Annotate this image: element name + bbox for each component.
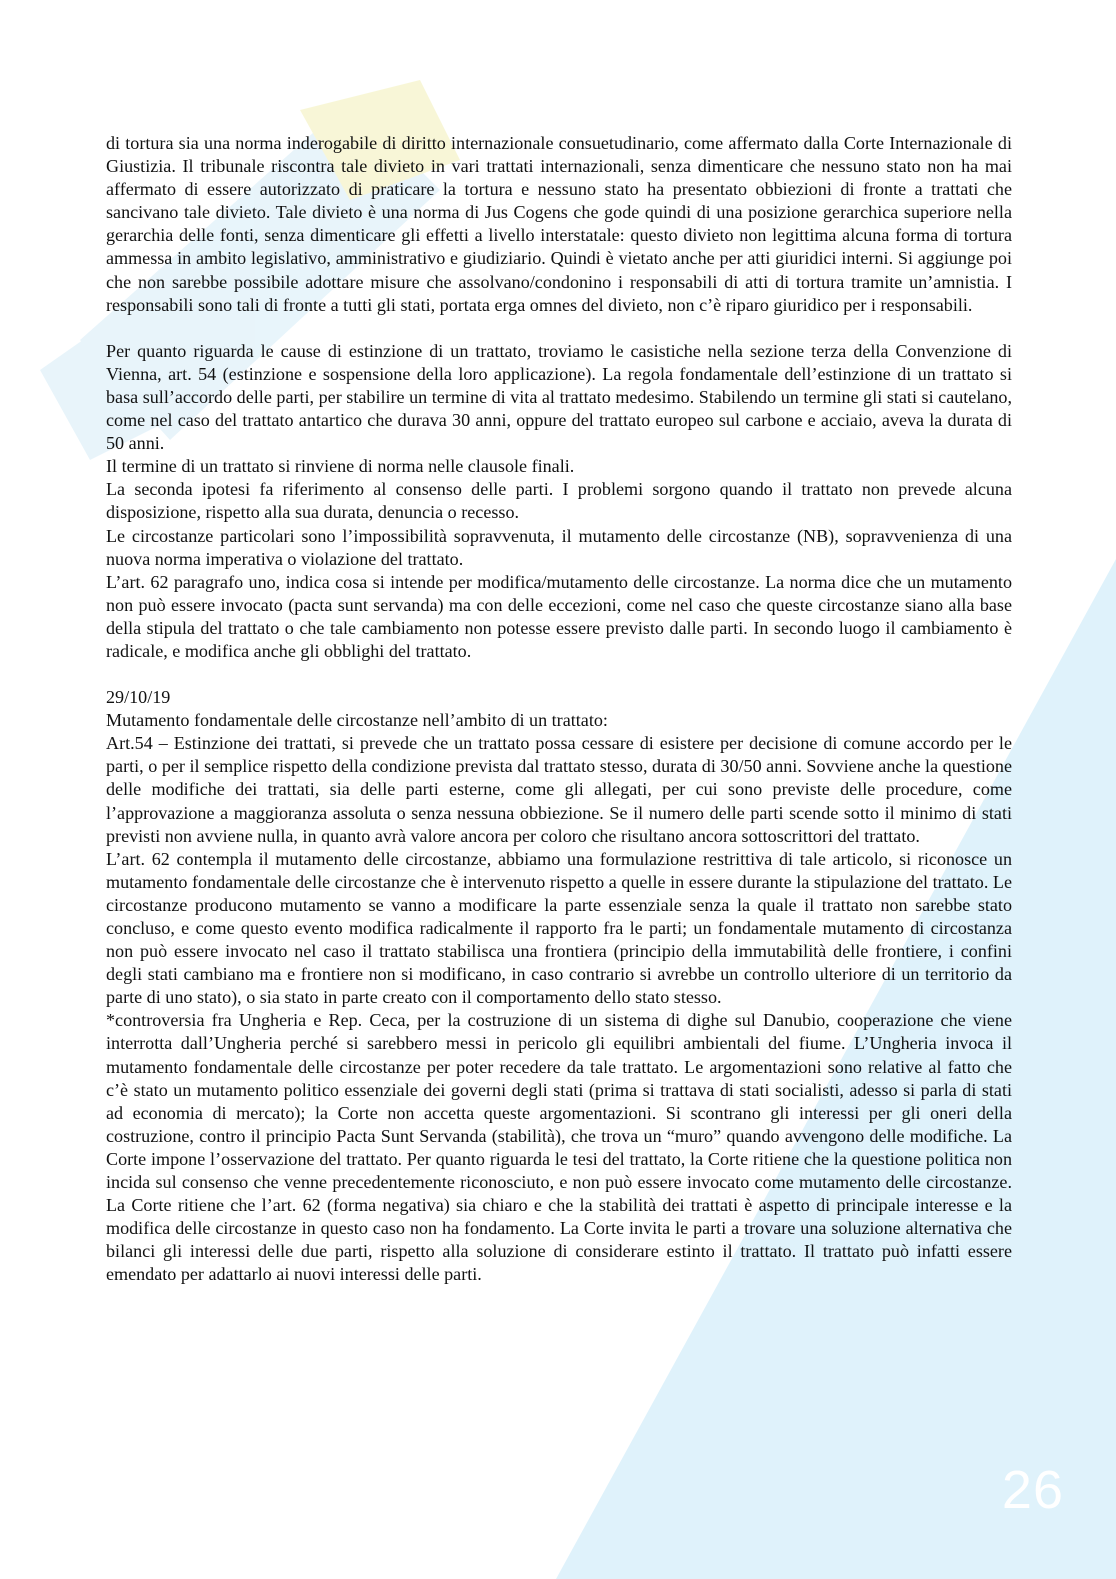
paragraph-circostanze-particolari: Le circostanze particolari sono l’impossibilità sopravvenuta, il mutamento delle circostanze (NB), sopravvenienza di una nuova norma imperativa o violazione del trattato.	[106, 525, 1012, 569]
paragraph-consenso: La seconda ipotesi fa riferimento al consenso delle parti. I problemi sorgono quando il trattato non prevede alcuna disposizione, rispetto alla sua durata, denuncia o recesso.	[106, 479, 1012, 523]
paragraph-termine: Il termine di un trattato si rinviene di norma nelle clausole finali.	[106, 456, 575, 477]
document-body	[106, 132, 1012, 1287]
paragraph-art62-mutamento: L’art. 62 contempla il mutamento delle circostanze, abbiamo una formulazione restrittiva di tale articolo, si riconosce un mutamento fondamentale delle circostanze che è intervenuto rispetto a quelle in essere durante la stipulazione del trattato. Le circostanze producono mutamento se vanno a modificare la parte essenziale senza la quale il trattato non sarebbe stato concluso, e come questo evento modifica radicalmente il rapporto fra le parti; un fondamentale mutamento di circostanza non può essere invocato nel caso il trattato stabilisca una frontiera (principio della immutabilità delle frontiere, i confini degli stati cambiano ma e frontiere non si modificano, in caso contrario si avrebbe un controllo ulteriore di un territorio da parte di uno stato), o sia stato in parte creato con il comportamento dello stato stesso.	[106, 848, 1012, 1008]
paragraph-art54: Art.54 – Estinzione dei trattati, si prevede che un trattato possa cessare di esistere per decisione di comune accordo per le parti, o per il semplice rispetto della condizione prevista dal trattato stesso, durata di 30/50 anni. Sovviene anche la questione delle modifiche dei trattati, sia delle parti esterne, come gli allegati, per cui sono previste delle procedure, come l’approvazione a maggioranza assoluta o senza nessuna obbiezione. Se il numero delle parti scende sotto il minimo di stati previsti non avviene nulla, in quanto avrà valore ancora per coloro che risultano ancora sottoscrittori del trattato.	[106, 733, 1012, 846]
page-number: 26	[1001, 1460, 1064, 1520]
paragraph-art62: L’art. 62 paragrafo uno, indica cosa si intende per modifica/mutamento delle circostanze. La norma dice che un mutamento non può essere invocato (pacta sunt servanda) ma con delle eccezioni, come nel caso che queste circostanze siano alla base della stipula del trattato o che tale cambiamento non potesse essere previsto dalle parti. In secondo luogo il cambiamento è radicale, e modifica anche gli obblighi del trattato.	[106, 571, 1012, 661]
lecture-date: 29/10/19	[106, 687, 171, 708]
paragraph-estinzione: Per quanto riguarda le cause di estinzione di un trattato, troviamo le casistiche nella sezione terza della Convenzione di Vienna, art. 54 (estinzione e sospensione della loro applicazione). La regola fondamentale dell’estinzione di un trattato si basa sull’accordo delle parti, per stabilire un termine di vita al trattato medesimo. Stabilendo un termine gli stati si cautelano, come nel caso del trattato antartico che durava 30 anni, oppure del trattato europeo sul carbone e acciaio, aveva la durata di 50 anni.	[106, 340, 1012, 454]
section-heading: Mutamento fondamentale delle circostanze nell’ambito di un trattato:	[106, 710, 608, 731]
paragraph-tortura: di tortura sia una norma inderogabile di diritto internazionale consuetudinario, come affermato dalla Corte Internazionale di Giustizia. Il tribunale riscontra tale divieto in vari trattati internazionali, senza dimenticare che nessuno stato non ha mai affermato di essere autorizzato di praticare la tortura e nessuno stato ha presentato obbiezioni di fronte a trattati che sancivano tale divieto. Tale divieto è una norma di Jus Cogens che gode quindi di una posizione gerarchica superiore nella gerarchia delle fonti, senza dimenticare gli effetti a livello interstatale: questo divieto non legittima alcuna forma di tortura ammessa in ambito legislativo, amministrativo e giudiziario. Quindi è vietato anche per atti giuridici interni. Si aggiunge poi che non sarebbe possibile adottare misure che assolvano/condonino i responsabili di atti di tortura tramite un’amnistia. I responsabili sono tali di fronte a tutti gli stati, portata erga omnes del divieto, non c’è riparo giuridico per i responsabili.	[106, 133, 1012, 315]
paragraph-controversia: *controversia fra Ungheria e Rep. Ceca, per la costruzione di un sistema di dighe sul Danubio, cooperazione che viene interrotta dall’Ungheria perché si sarebbero messi in pericolo gli equilibri ambientali del fiume. L’Ungheria invoca il mutamento fondamentale delle circostanze per poter recedere da tale trattato. Le argomentazioni sono relative al fatto che c’è stato un mutamento politico essenziale dei governi degli stati (prima si trattava di stati socialisti, adesso si parla di stati ad economia di mercato); la Corte non accetta queste argomentazioni. Si scontrano gli interessi per gli oneri della costruzione, contro il principio Pacta Sunt Servanda (stabilità), che trova un “muro” quando avvengono delle modifiche. La Corte impone l’osservazione del trattato. Per quanto riguarda le tesi del trattato, la Corte ritiene che la questione politica non incida sul consenso che venne precedentemente riconosciuto, e non può essere invocato come mutamento delle circostanze. La Corte ritiene che l’art. 62 (forma negativa) sia chiaro e che la stabilità dei trattati è aspetto di principale interesse e la modifica delle circostanze in questo caso non ha fondamento. La Corte invita le parti a trovare una soluzione alternativa che bilanci gli interessi delle due parti, rispetto alla soluzione di considerare estinto il trattato. Il trattato può infatti essere emendato per adattarlo ai nuovi interessi delle parti.	[106, 1010, 1012, 1285]
